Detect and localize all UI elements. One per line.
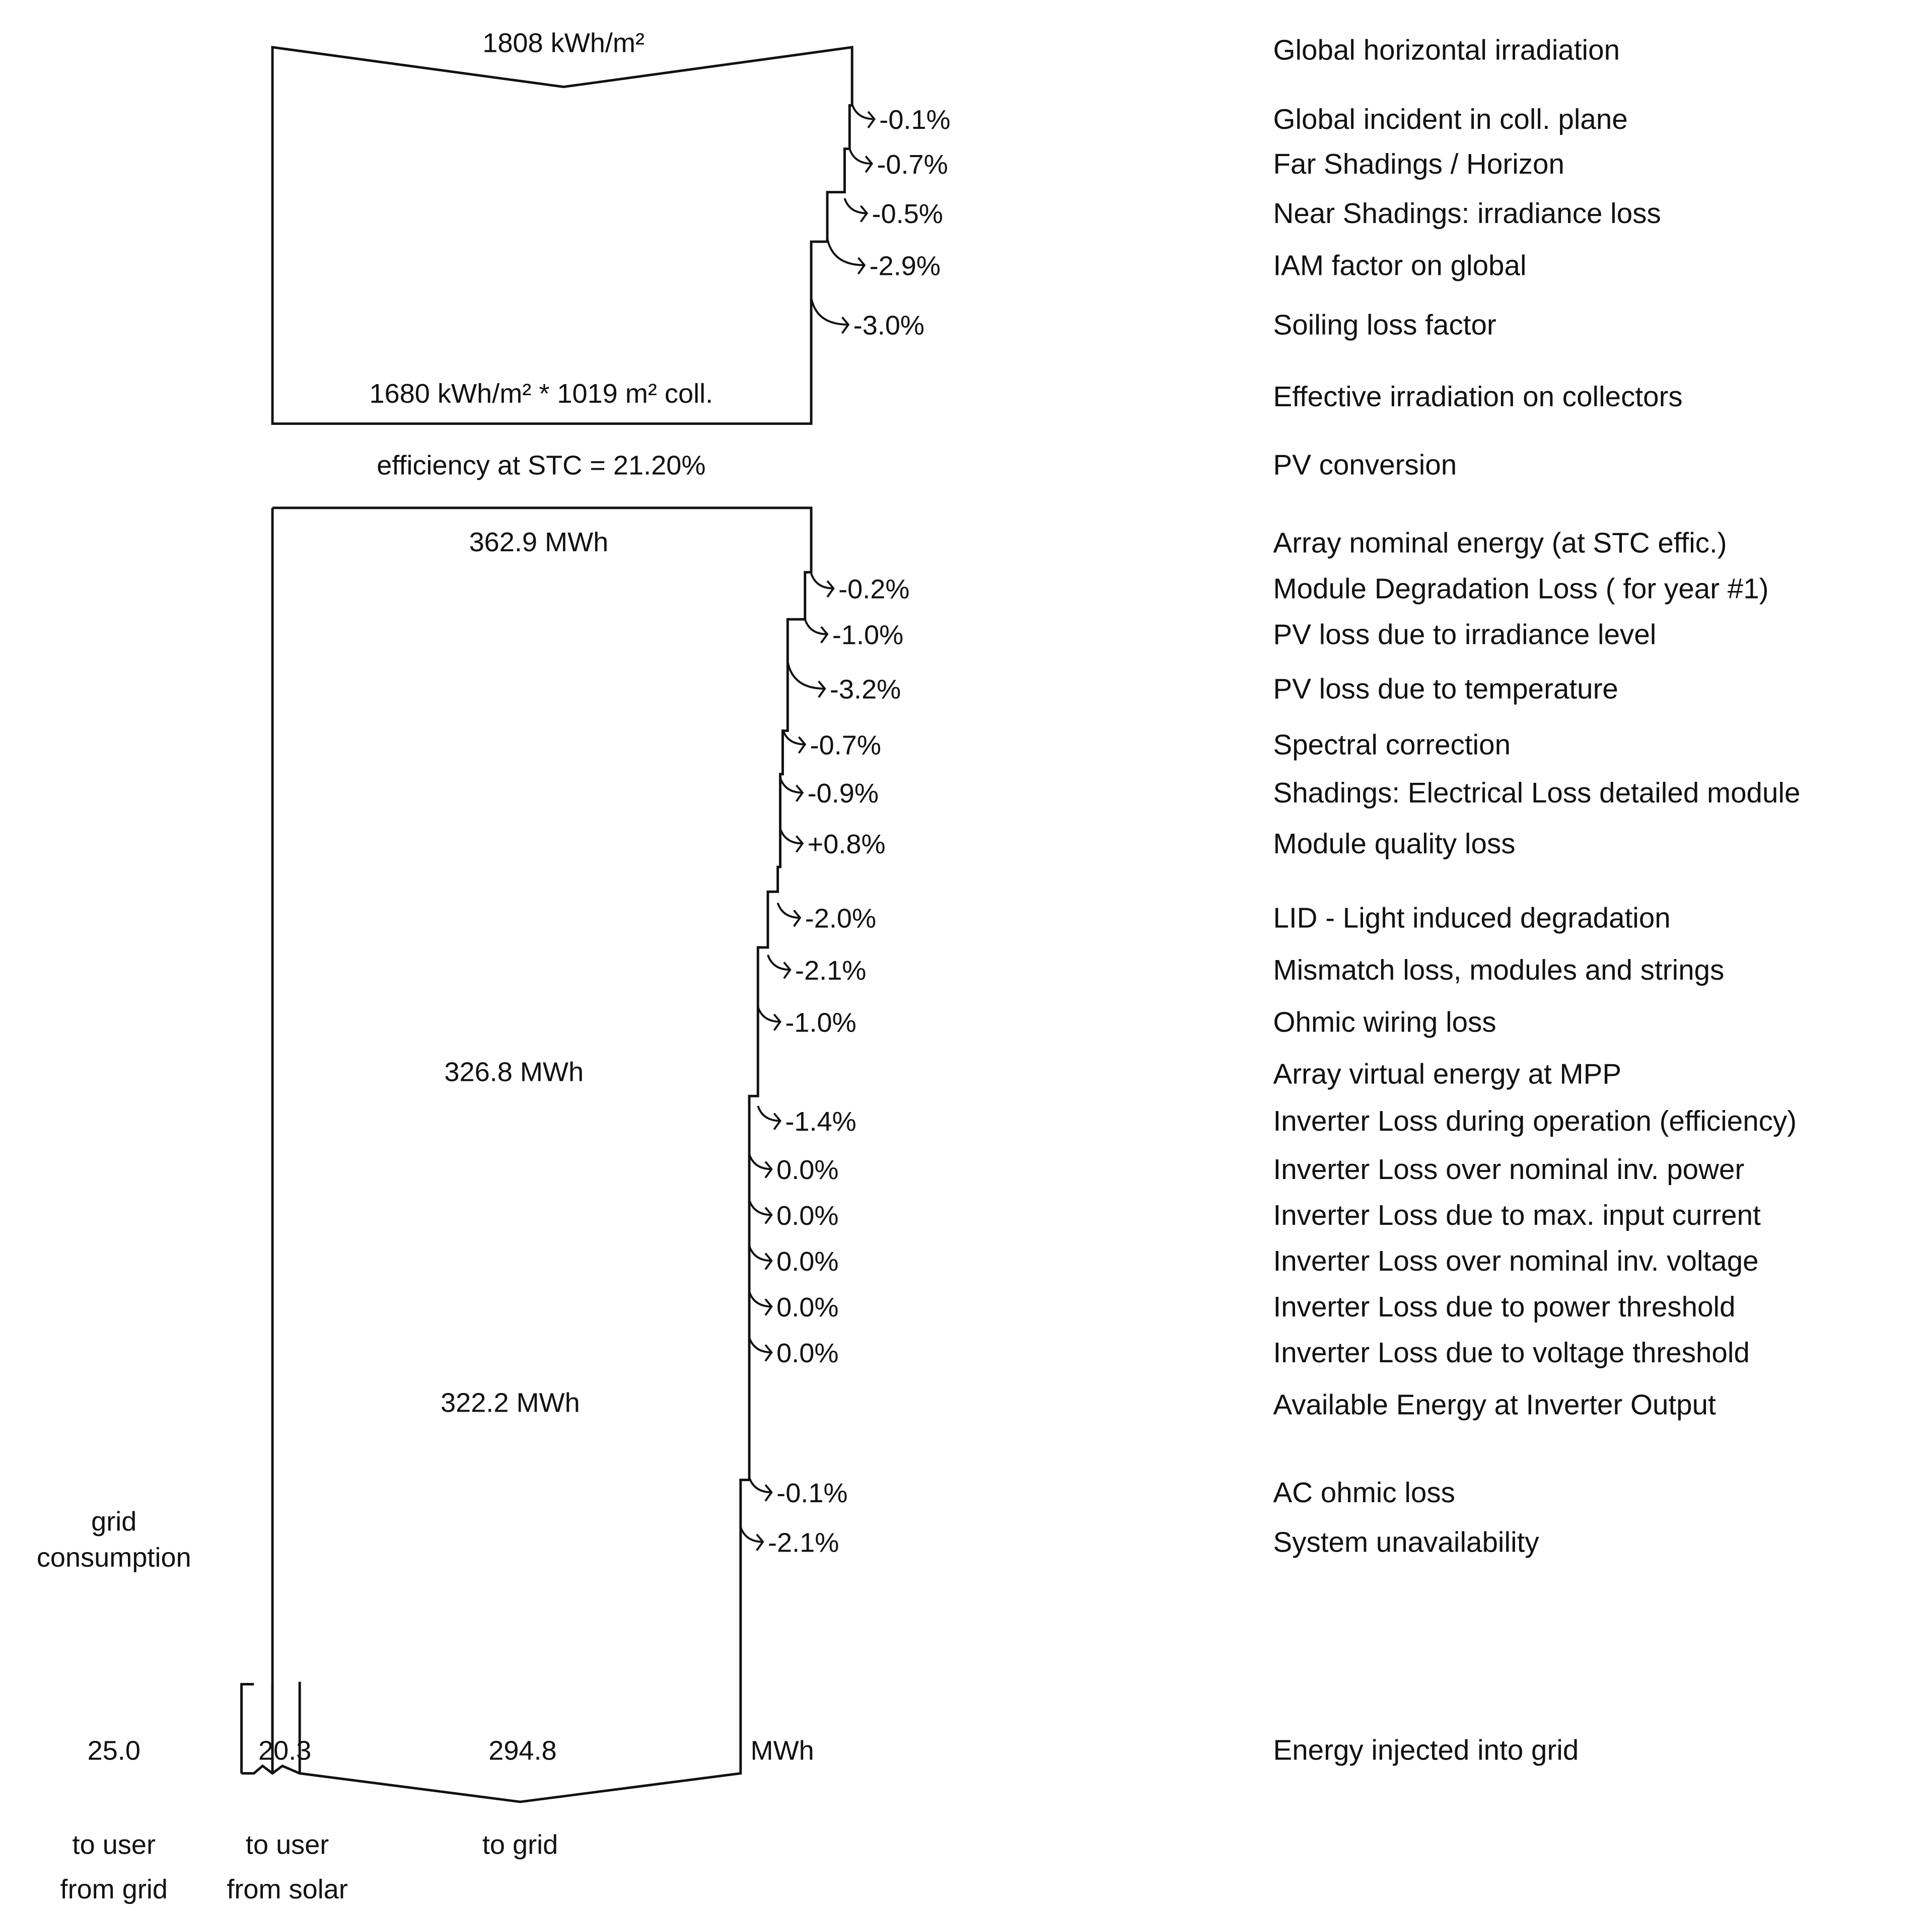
loss-arrow-icon [749, 1200, 771, 1224]
loss-arrow-icon [749, 1292, 771, 1315]
loss-arrow-icon [811, 573, 833, 597]
row-label: AC ohmic loss [1273, 1476, 1455, 1508]
loss-percent: -1.0% [832, 620, 904, 650]
effective-irradiation-value: 1680 kWh/m² * 1019 m² coll. [369, 378, 713, 409]
loss-arrow-icon [827, 238, 865, 274]
row-label: Spectral correction [1273, 728, 1511, 761]
loss-arrow-icon [788, 662, 825, 697]
to-grid-label: to grid [482, 1829, 558, 1860]
loss-percent: -2.1% [767, 1527, 839, 1558]
row-label: PV conversion [1273, 449, 1457, 481]
to-user-from-grid-line2: from grid [60, 1874, 168, 1904]
row-label: Near Shadings: irradiance loss [1273, 197, 1661, 230]
row-label: Inverter Loss over nominal inv. power [1273, 1153, 1745, 1185]
row-label: Inverter Loss due to power threshold [1273, 1290, 1736, 1322]
loss-arrow-icon [780, 829, 803, 852]
loss-percent: -0.7% [810, 730, 881, 761]
loss-percent: 0.0% [776, 1154, 839, 1185]
row-label: IAM factor on global [1273, 249, 1527, 281]
loss-arrow-icon [741, 1527, 763, 1551]
loss-percent: -2.0% [805, 903, 877, 934]
row-label: LID - Light induced degradation [1273, 902, 1671, 934]
efficiency-label: efficiency at STC = 21.20% [377, 450, 706, 481]
loss-percent: -3.0% [853, 310, 925, 341]
row-label: Array nominal energy (at STC effic.) [1273, 527, 1727, 559]
to-grid-value: 294.8 [488, 1735, 557, 1766]
row-label: PV loss due to temperature [1273, 673, 1618, 705]
loss-percent: 0.0% [776, 1292, 839, 1322]
to-user-from-solar-line2: from solar [227, 1874, 348, 1904]
row-label: Shadings: Electrical Loss detailed module [1273, 777, 1801, 809]
row-label: Inverter Loss over nominal inv. voltage [1273, 1244, 1759, 1277]
loss-arrow-icon [758, 1106, 780, 1130]
loss-percent: -3.2% [829, 674, 901, 705]
row-label: Mismatch loss, modules and strings [1273, 953, 1725, 986]
loss-percent: -2.1% [795, 955, 867, 986]
row-label: Effective irradiation on collectors [1273, 381, 1683, 413]
energy-box [272, 508, 811, 1802]
loss-percent: -0.5% [872, 199, 943, 230]
loss-arrow-icon [844, 198, 867, 222]
loss-arrow-icon [758, 1007, 780, 1031]
loss-percent: -1.0% [785, 1007, 856, 1038]
grid-consumption-line2: consumption [36, 1542, 191, 1573]
irradiation-box [272, 47, 852, 424]
row-label: Global horizontal irradiation [1273, 34, 1620, 66]
to-user-from-grid-value: 25.0 [87, 1735, 140, 1766]
array-nominal-energy: 362.9 MWh [469, 527, 609, 557]
loss-percent: +0.8% [807, 829, 886, 860]
to-user-from-solar-line1: to user [245, 1829, 329, 1860]
loss-percent: -0.2% [838, 574, 910, 605]
loss-percent: -0.1% [879, 105, 951, 135]
row-label: Module quality loss [1273, 828, 1516, 860]
loss-percent: -2.9% [869, 251, 941, 281]
row-label: Inverter Loss due to max. input current [1273, 1199, 1761, 1231]
loss-arrow-icon [749, 1478, 771, 1501]
row-label: Far Shadings / Horizon [1273, 148, 1564, 180]
loss-arrow-icon [749, 1246, 771, 1270]
row-label: Inverter Loss due to voltage threshold [1273, 1336, 1750, 1368]
row-label: Ohmic wiring loss [1273, 1006, 1496, 1038]
array-virtual-energy: 326.8 MWh [444, 1057, 584, 1087]
loss-percent: -0.7% [877, 149, 948, 180]
row-label: System unavailability [1273, 1526, 1539, 1558]
energy-unit: MWh [750, 1735, 814, 1766]
loss-percent: 0.0% [776, 1200, 839, 1231]
loss-arrow-icon [749, 1338, 771, 1361]
loss-arrow-icon [811, 298, 848, 333]
loss-arrow-icon [778, 903, 800, 926]
row-label: Module Degradation Loss ( for year #1) [1273, 572, 1769, 605]
loss-percent: 0.0% [776, 1338, 839, 1368]
loss-percent: -1.4% [785, 1107, 856, 1137]
loss-percent: 0.0% [776, 1246, 839, 1277]
loss-percent: -0.1% [776, 1478, 848, 1508]
row-label: Inverter Loss during operation (efficiency) [1273, 1105, 1797, 1137]
global-irradiation-value: 1808 kWh/m² [482, 28, 645, 58]
loss-arrow-icon [849, 149, 872, 173]
loss-arrow-icon [768, 955, 790, 979]
row-label: Soiling loss factor [1273, 309, 1496, 341]
to-user-from-solar-value: 20.3 [258, 1735, 312, 1766]
loss-percent: -0.9% [807, 778, 879, 809]
loss-arrow-icon [805, 619, 827, 643]
loss-arrow-icon [749, 1154, 771, 1178]
available-inverter-energy: 322.2 MWh [441, 1387, 580, 1418]
loss-rows [741, 34, 1801, 1766]
row-label: Available Energy at Inverter Output [1273, 1388, 1716, 1421]
row-label: Energy injected into grid [1273, 1734, 1579, 1766]
loss-arrow-icon [780, 778, 803, 801]
loss-arrow-icon [782, 729, 805, 753]
row-label: Global incident in coll. plane [1273, 103, 1628, 135]
loss-arrow-icon [852, 104, 874, 128]
grid-consumption-line1: grid [91, 1506, 137, 1537]
to-user-from-grid-line1: to user [72, 1829, 156, 1860]
row-label: PV loss due to irradiance level [1273, 618, 1657, 650]
row-label: Array virtual energy at MPP [1273, 1058, 1622, 1090]
